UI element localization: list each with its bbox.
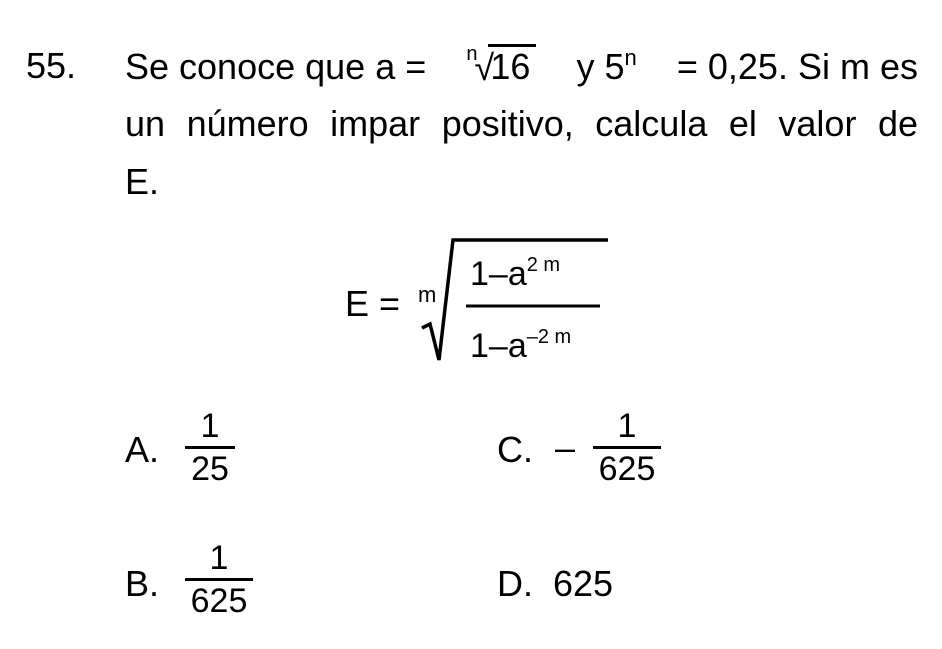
- base-five: y 5: [576, 46, 625, 87]
- statement-text-2: [576, 45, 636, 94]
- numerator-base: 1–a: [470, 255, 527, 293]
- statement-text-3: = 0,25. Si m es: [676, 46, 918, 87]
- option-a-fraction: [185, 406, 235, 489]
- denominator-base: 1–a: [470, 327, 527, 365]
- word: número: [186, 103, 309, 144]
- formula-numerator: [470, 254, 560, 299]
- option-a-denominator: 25: [191, 450, 229, 488]
- question-number: 55.: [26, 45, 77, 86]
- word: de: [877, 103, 918, 144]
- word: positivo,: [441, 103, 574, 144]
- root-index: n: [466, 43, 478, 65]
- exponent-n: n: [624, 45, 637, 70]
- option-b-numerator: 1: [209, 539, 229, 577]
- statement-line-1: [125, 44, 918, 94]
- option-c-numerator: 1: [617, 407, 637, 445]
- word: el: [728, 103, 757, 144]
- option-a-numerator: 1: [200, 407, 220, 445]
- numerator-exponent: 2 m: [526, 254, 561, 276]
- option-b-fraction: [185, 538, 253, 621]
- option-c-denominator: 625: [598, 450, 656, 488]
- word: calcula: [595, 103, 708, 144]
- option-b-letter: B.: [125, 563, 160, 604]
- root-sign-icon: √: [474, 47, 495, 88]
- word: un: [125, 103, 166, 144]
- statement-line-2: [125, 102, 918, 146]
- radicand: 16: [488, 44, 536, 87]
- formula-denominator: [470, 326, 571, 371]
- option-d-value: 625: [553, 563, 614, 604]
- formula-label: E =: [345, 283, 401, 324]
- option-c-letter: C.: [497, 429, 533, 470]
- option-c-fraction: [593, 406, 661, 489]
- denominator-exponent: –2 m: [526, 326, 572, 348]
- word: impar: [330, 103, 421, 144]
- option-b-denominator: 625: [190, 582, 248, 620]
- formula-root-index: m: [418, 282, 437, 307]
- nth-root: [466, 44, 536, 89]
- word: valor: [778, 103, 857, 144]
- statement-line-3: E.: [125, 161, 160, 202]
- statement-text-1: Se conoce que a =: [125, 46, 427, 87]
- option-c-sign: –: [555, 427, 576, 468]
- option-a-letter: A.: [125, 429, 160, 470]
- option-d-letter: D.: [497, 563, 533, 604]
